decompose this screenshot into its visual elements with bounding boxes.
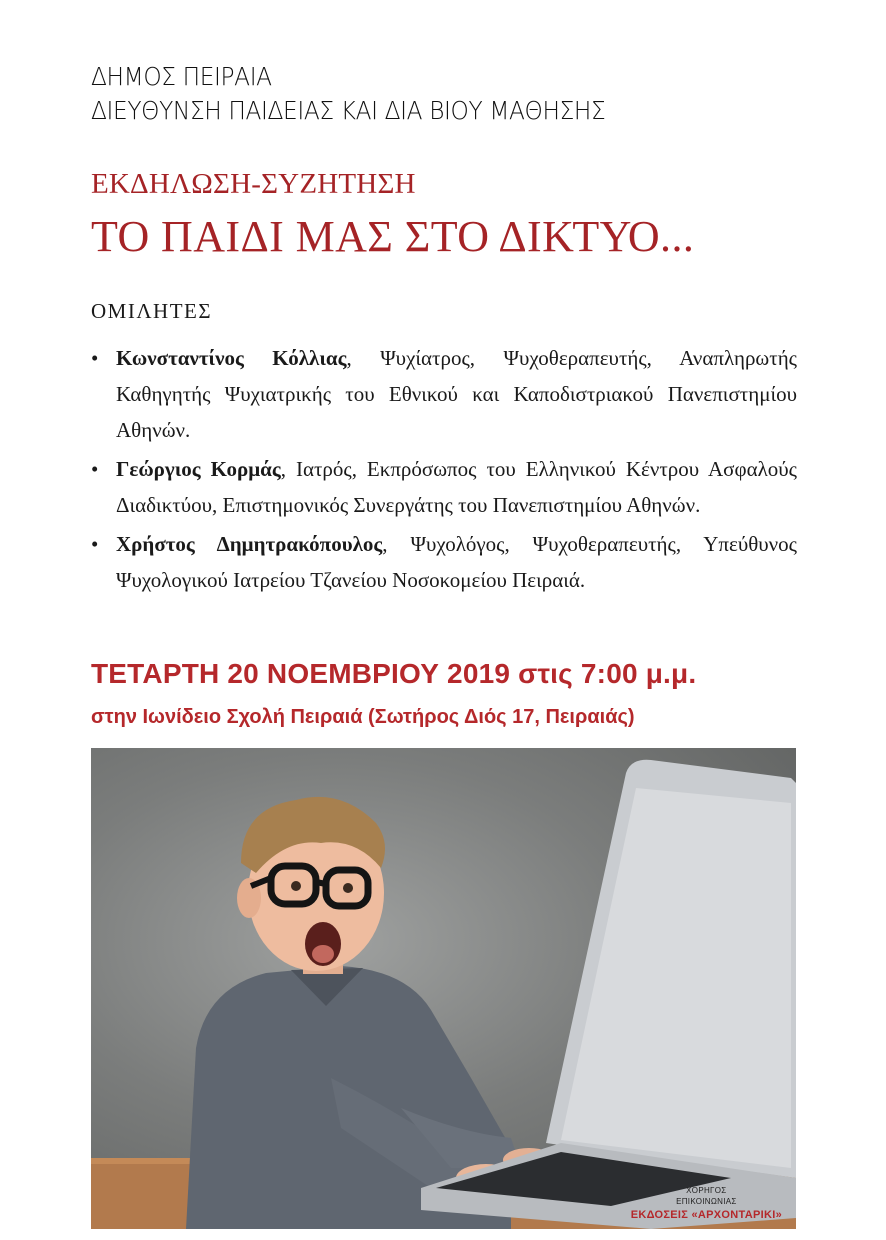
speaker-item xyxy=(91,451,797,523)
eye-left xyxy=(291,881,301,891)
speaker-name: Γεώργιος Κορμάς xyxy=(116,457,281,481)
event-photo xyxy=(91,748,796,1229)
eye-right xyxy=(343,883,353,893)
sponsor-name: ΕΚΔΟΣΕΙΣ «ΑΡΧΟΝΤΑΡΙΚΙ» xyxy=(630,1209,782,1221)
municipality-name: ΔΗΜΟΣ ΠΕΙΡΑΙΑ xyxy=(91,62,272,91)
bullet: • xyxy=(91,457,99,481)
speaker-item xyxy=(91,526,797,598)
sponsor-label-1: ΧΟΡΗΓΟΣ xyxy=(686,1186,727,1195)
speakers-heading: ΟΜΙΛΗΤΕΣ xyxy=(91,299,213,323)
speaker-details: , Ιατρός, Εκπρόσωπος του Ελληνικού Κέντρου Ασφαλούς Διαδικτύου, Επιστημονικός Συνεργάτης του Πανεπιστημίου Αθηνών. xyxy=(116,457,797,517)
bullet: • xyxy=(91,346,99,370)
glasses-bridge xyxy=(316,882,326,884)
event-venue: στην Ιωνίδειο Σχολή Πειραιά (Σωτήρος Διός 17, Πειραιάς) xyxy=(91,706,635,728)
event-date: ΤΕΤΑΡΤΗ 20 ΝΟΕΜΒΡΙΟΥ 2019 στις 7:00 μ.μ. xyxy=(91,658,697,689)
sponsor-block xyxy=(631,1185,782,1221)
organizer-header xyxy=(91,60,644,128)
speaker-details: , Ψυχολόγος, Ψυχοθεραπευτής, Υπεύθυνος Ψυχολογικού Ιατρείου Τζανείου Νοσοκομείου Πειραιά. xyxy=(116,532,797,592)
event-type: ΕΚΔΗΛΩΣΗ-ΣΥΖΗΤΗΣΗ xyxy=(91,168,416,200)
tongue xyxy=(312,945,334,963)
event-title: ΤΟ ΠΑΙΔΙ ΜΑΣ ΣΤΟ ΔΙΚΤΥΟ... xyxy=(91,212,695,261)
speaker-name: Χρήστος Δημητρακόπουλος xyxy=(116,532,383,556)
speaker-name: Κωνσταντίνος Κόλλιας xyxy=(116,346,347,370)
speakers-list xyxy=(91,340,797,601)
sponsor-label-2: ΕΠΙΚΟΙΝΩΝΙΑΣ xyxy=(676,1197,737,1206)
speaker-details: , Ψυχίατρος, Ψυχοθεραπευτής, Αναπληρωτής Καθηγητής Ψυχιατρικής του Εθνικού και Καποδιστριακού Πανεπιστημίου Αθηνών. xyxy=(116,346,797,442)
speaker-item xyxy=(91,340,797,448)
directorate-name: ΔΙΕΥΘΥΝΣΗ ΠΑΙΔΕΙΑΣ ΚΑΙ ΔΙΑ ΒΙΟΥ ΜΑΘΗΣΗΣ xyxy=(91,96,606,125)
boy-at-laptop-illustration xyxy=(91,748,796,1229)
bullet: • xyxy=(91,532,99,556)
